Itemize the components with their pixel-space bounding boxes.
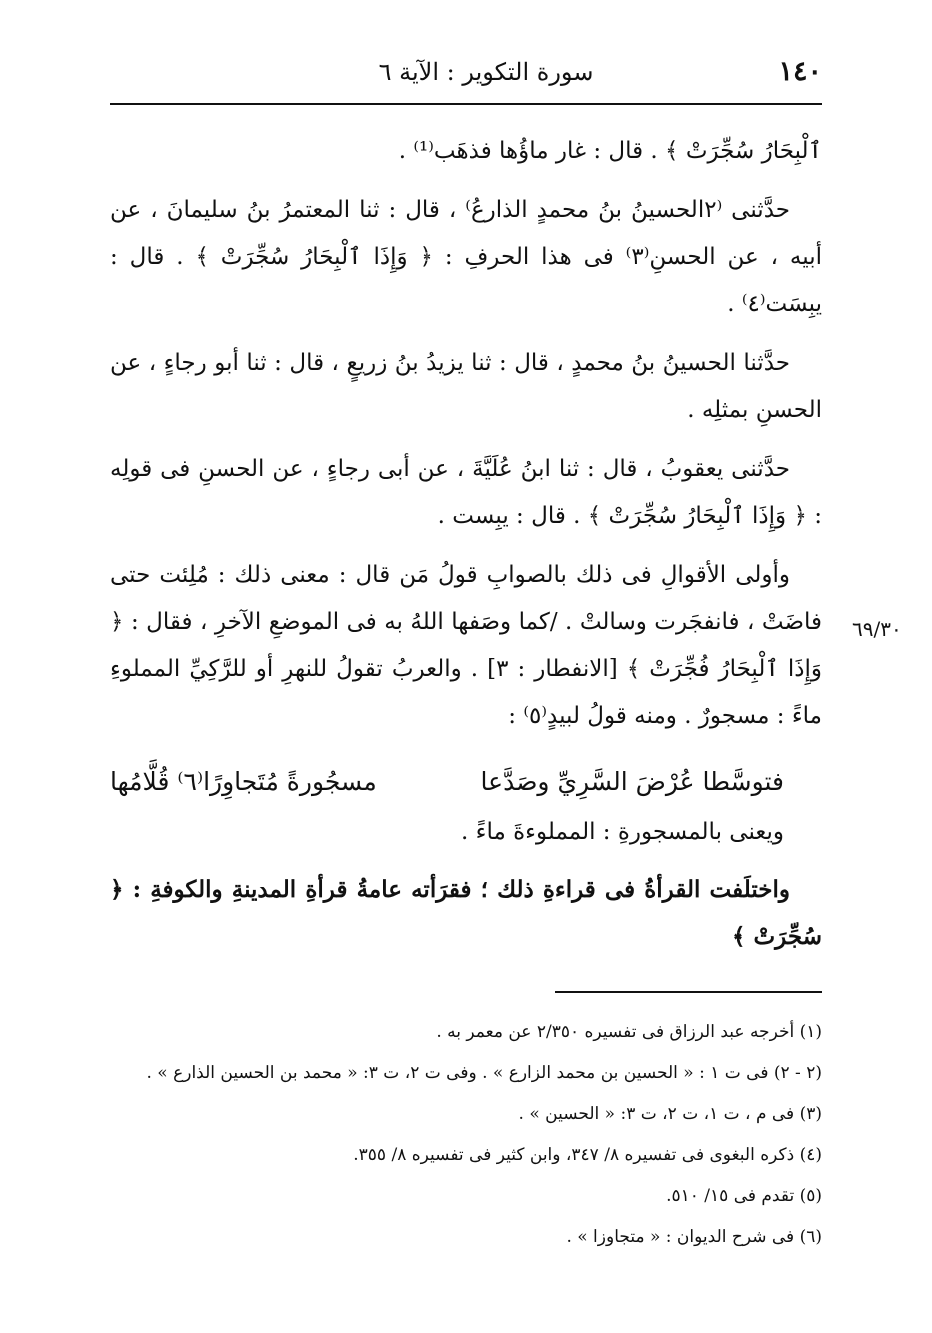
paragraph: حدَّثنى ⁽٢الحسينُ بنُ محمدٍ الذارعُ⁾ ، قال : ثنا المعتمرُ بنُ سليمانَ ، عن أبيه ، عن الحسنِ⁽٣⁾ فى هذا الحرفِ : ﴿ وَإِذَا ٱلْبِحَارُ سُجِّرَتْ ﴾ . قال : يبِسَت⁽٤⁾ . bbox=[110, 197, 822, 317]
margin-reference: ٦٩/٣٠ bbox=[852, 617, 902, 641]
page-header bbox=[110, 48, 822, 98]
paragraph: ٱلْبِحَارُ سُجِّرَتْ ﴾ . قال : غار ماؤُها فذهَب⁽¹⁾ . bbox=[398, 138, 822, 164]
main-text bbox=[110, 128, 822, 972]
paragraph: حدَّثنى يعقوبُ ، قال : ثنا ابنُ عُلَيَّةَ ، عن أبى رجاءٍ ، عن الحسنِ فى قولِه : ﴿ وَإِذَا ٱلْبِحَارُ سُجِّرَتْ ﴾ . قال : يبِست . bbox=[110, 456, 822, 529]
poetry-verse bbox=[110, 758, 822, 805]
running-title: سورة التكوير : الآية ٦ bbox=[378, 58, 594, 86]
footnote-rule bbox=[555, 991, 822, 993]
footnote: (٣) فى م ، ت ١، ت ٢، ت ٣: « الحسين » . bbox=[518, 1104, 822, 1124]
footnote: (٤) ذكره البغوى فى تفسيره ٨/ ٣٤٧، وابن كثير فى تفسيره ٨/ ٣٥٥. bbox=[353, 1145, 822, 1165]
footnote: (٦) فى شرح الديوان : « متجاوزا » . bbox=[566, 1227, 822, 1247]
verse-first-hemistich: فتوسَّطا عُرْضَ السَّرِيِّ وصَدَّعا bbox=[480, 767, 784, 796]
page-number: ١٤٠ bbox=[778, 56, 822, 87]
header-rule bbox=[110, 103, 822, 105]
verse-explanation: ويعنى بالمسجورةِ : المملوءةَ ماءً . bbox=[461, 819, 784, 845]
paragraph: واختلَفت القرأةُ فى قراءةِ ذلك ؛ فقرَأته عامةُ قرأةِ المدينةِ والكوفةِ : ﴿ سُجِّرَتْ ﴾ bbox=[110, 876, 822, 950]
footnote: (٥) تقدم فى ١٥/ ٥١٠. bbox=[666, 1186, 822, 1206]
verse-second-hemistich: مسجُورةً مُتَجاوِرًا⁽٦⁾ قُلَّامُها bbox=[110, 767, 377, 796]
paragraph: وأولى الأقوالِ فى ذلك بالصوابِ قولُ مَن قال : معنى ذلك : مُلِئت حتى فاضَتْ ، فانفجَرت وسالتْ . /كما وصَفها اللهُ به فى الموضعِ الآخرِ ، فقال : ﴿ وَإِذَا ٱلْبِحَارُ فُجِّرَتْ ﴾ [الانفطار : ٣] . والعربُ تقولُ للنهرِ أو للرَّكِيِّ المملوءِ ماءً : مسجورٌ . ومنه قولُ لبيدٍ⁽٥⁾ : bbox=[110, 562, 822, 729]
footnotes bbox=[110, 1012, 822, 1258]
paragraph: حدَّثنا الحسينُ بنُ محمدٍ ، قال : ثنا يزيدُ بنُ زريعٍ ، قال : ثنا أبو رجاءٍ ، عن الحسنِ بمثلِه . bbox=[110, 350, 822, 423]
footnote: (١) أخرجه عبد الرزاق فى تفسيره ٢/٣٥٠ عن معمر به . bbox=[436, 1022, 822, 1042]
footnote: (٢ - ٢) فى ت ١ : « الحسين بن محمد الزارع » . وفى ت ٢، ت ٣: « محمد بن الحسين الذارع » . bbox=[146, 1063, 822, 1083]
